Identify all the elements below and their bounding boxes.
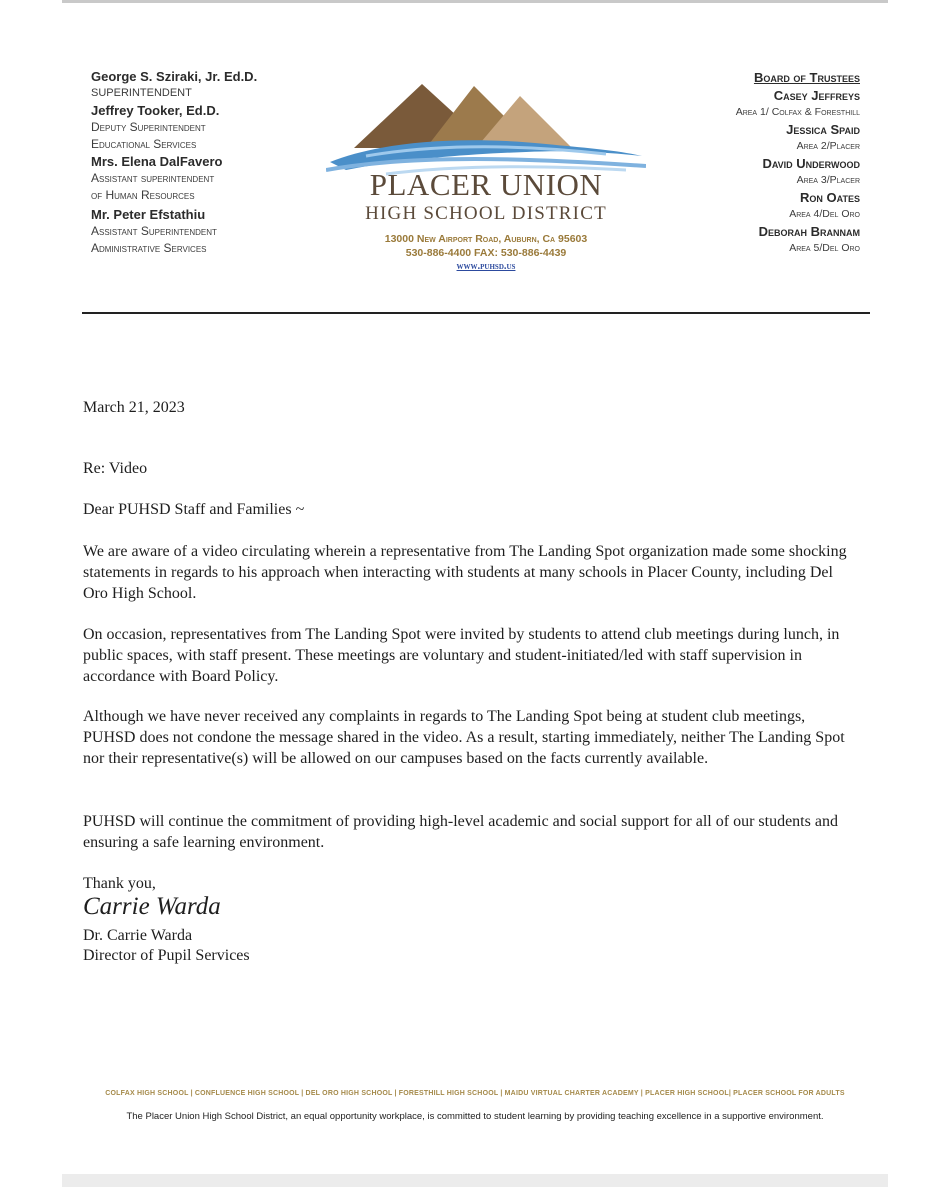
admin-title: Deputy Superintendent [91,120,206,134]
board-member-name: Casey Jeffreys [773,88,860,103]
letter-closing: Thank you, [83,875,156,892]
letter-paragraph: Although we have never received any complaints in regards to The Landing Spot being at student club meetings, PUHSD does not condone the message shared in the video. As a result, starting immediately, neither The Landing Spot nor their representative(s) will be allowed on our campuses based on the facts currently available. [83,708,845,767]
district-website-link[interactable]: www.puhsd.us [456,261,516,272]
admin-title: Assistant superintendent [91,171,215,185]
board-member-area: Area 3/Placer [796,174,860,186]
footer-schools-list: COLFAX HIGH SCHOOL | CONFLUENCE HIGH SCHOOL | DEL ORO HIGH SCHOOL | FORESTHILL HIGH SCHOOL | MAIDU VIRTUAL CHARTER ACADEMY | PLACER HIGH SCHOOL| PLACER SCHOOL FOR ADULTS [105,1090,845,1097]
admin-title: Assistant Superintendent [91,224,217,238]
district-address: 13000 New Airport Road, Auburn, Ca 95603 [384,233,588,245]
admin-name: Mr. Peter Efstathiu [91,207,206,222]
footer-mission-statement: The Placer Union High School District, an equal opportunity workplace, is committed to student learning by providing teaching excellence in a supportive environment. [126,1111,824,1122]
administration-list [91,68,351,257]
board-member-name: Deborah Brannam [758,224,860,239]
signer-title: Director of Pupil Services [83,947,250,964]
admin-name: Mrs. Elena DalFavero [91,154,223,169]
district-subtitle: HIGH SCHOOL DISTRICT [365,203,607,224]
letter-paragraph: On occasion, representatives from The Landing Spot were invited by students to attend club meetings during lunch, in public spaces, with staff present. These meetings are voluntary and student-initiated/led with staff supervision in accordance with Board Policy. [83,626,840,685]
board-member [620,87,860,121]
board-member-area: Area 5/Del Oro [789,242,860,254]
board-member [620,121,860,155]
board-heading: Board of Trustees [753,70,860,85]
signer-name: Dr. Carrie Warda [83,927,193,944]
admin-title: of Human Resources [91,188,195,202]
board-member-name: Jessica Spaid [786,122,860,137]
board-of-trustees [620,68,860,257]
letter-date: March 21, 2023 [83,399,185,416]
admin-name: George S. Sziraki, Jr. Ed.D. [91,69,258,84]
board-member-name: David Underwood [762,156,860,171]
admin-deputy-superintendent [91,102,351,153]
admin-superintendent [91,68,351,102]
admin-title: Educational Services [91,137,197,151]
board-member [620,189,860,223]
mountain-water-icon [326,70,646,180]
district-contact [330,232,642,274]
district-name: PLACER UNION [369,167,603,202]
admin-title: SUPERINTENDENT [91,87,192,99]
board-member [620,223,860,257]
admin-asst-superintendent-admin [91,206,351,257]
signature: Carrie Warda [83,893,221,920]
district-phone: 530-886-4400 FAX: 530-886-4439 [405,247,567,259]
board-member-area: Area 1/ Colfax & Foresthill [735,106,860,118]
board-member [620,155,860,189]
page-top-edge [62,0,888,3]
admin-title: Administrative Services [91,241,207,255]
board-member-area: Area 2/Placer [796,140,860,152]
admin-name: Jeffrey Tooker, Ed.D. [91,103,220,118]
page-bottom-edge [62,1174,888,1187]
letter-salutation: Dear PUHSD Staff and Families ~ [83,501,305,518]
board-member-name: Ron Oates [800,190,860,205]
letterhead-divider [82,312,870,314]
admin-asst-superintendent-hr [91,153,351,204]
letter-subject: Re: Video [83,460,148,477]
letter-paragraph: We are aware of a video circulating wherein a representative from The Landing Spot organization made some shocking statements in regards to his approach when interacting with students at many schools in Placer County, including Del Oro High School. [83,543,847,602]
letter-paragraph: PUHSD will continue the commitment of providing high-level academic and social support for all of our students and ensuring a safe learning environment. [83,813,838,851]
board-member-area: Area 4/Del Oro [789,208,860,220]
